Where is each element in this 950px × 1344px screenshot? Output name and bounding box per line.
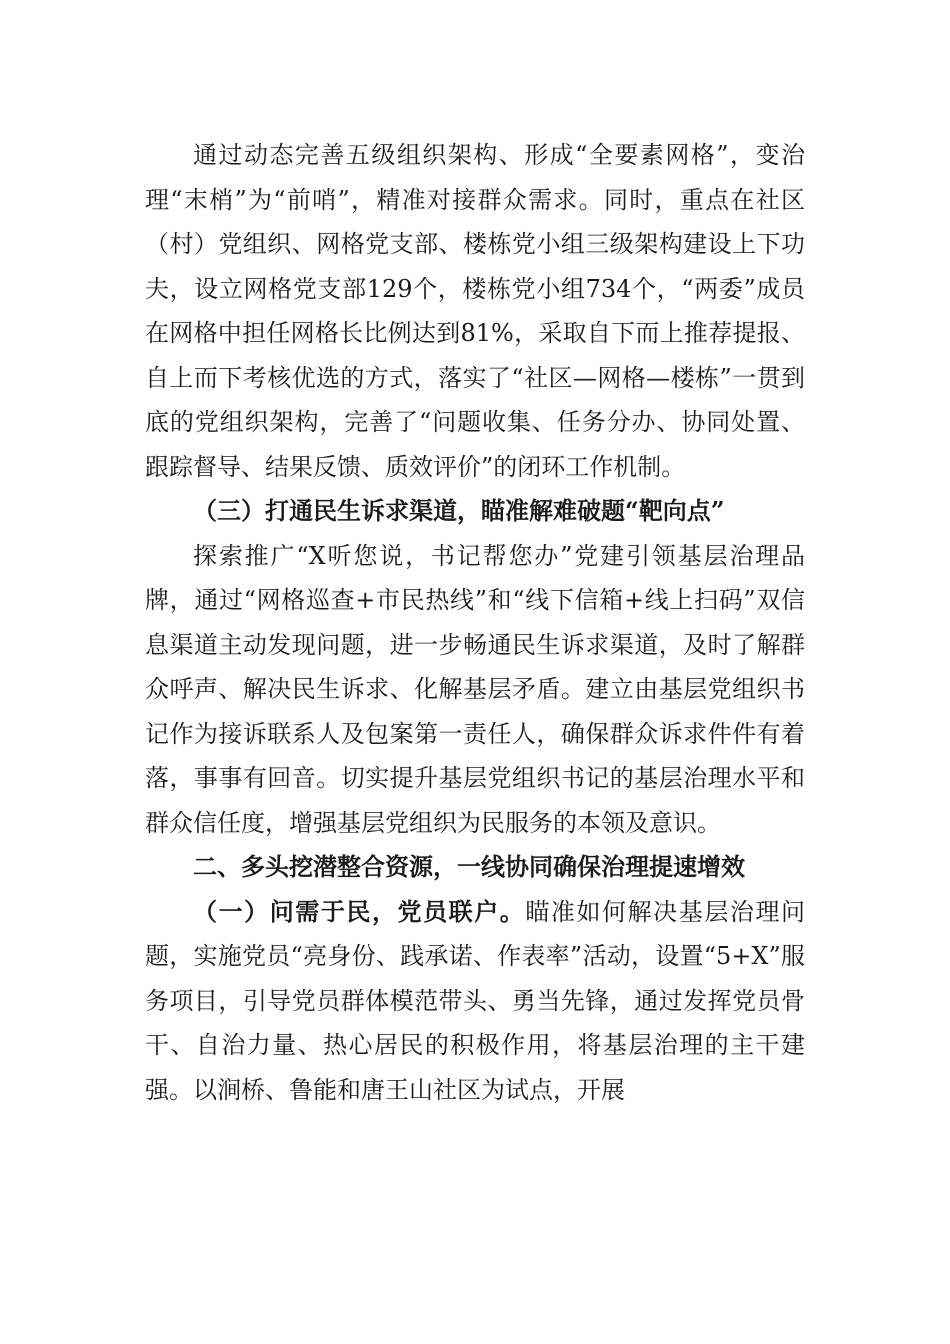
paragraph-lead-heading: （一）问需于民，党员联户。 bbox=[193, 896, 526, 926]
chapter-heading-2: 二、多头挖潜整合资源，一线协同确保治理提速增效 bbox=[193, 853, 745, 881]
paragraph-party-members bbox=[145, 890, 805, 1113]
document-body bbox=[145, 133, 805, 1112]
paragraph-lead-body: 瞄准如何解决基层治理问题，实施党员“亮身份、践承诺、作表率”活动，设置“5+X”服务项目，引导党员群体模范带头、勇当先锋，通过发挥党员骨干、自治力量、热心居民的积极作用，将基层治理的主干建强。以涧桥、鲁能和唐王山社区为试点，开展 bbox=[145, 897, 806, 1104]
section-heading-3: （三）打通民生诉求渠道，瞄准解难破题“靶向点” bbox=[193, 496, 725, 525]
paragraph-grid-organization: 通过动态完善五级组织架构、形成“全要素网格”，变治理“末梢”为“前哨”，精准对接群众需求。同时，重点在社区（村）党组织、网格党支部、楼栋党小组三级架构建设上下功夫，设立网格党支部129个，楼栋党小组734个，“两委”成员在网格中担任网格长比例达到81%，采取自下而上推荐提报、自上而下考核优选的方式，落实了“社区—网格—楼栋”一贯到底的党组织架构，完善了“问题收集、任务分办、协同处置、跟踪督导、结果反馈、质效评价”的闭环工作机制。 bbox=[145, 141, 805, 481]
paragraph-livelihood-channels: 探索推广“X听您说，书记帮您办”党建引领基层治理品牌，通过“网格巡查+市民热线”和“线下信箱+线上扫码”双信息渠道主动发现问题，进一步畅通民生诉求渠道，及时了解群众呼声、解决民生诉求、化解基层矛盾。建立由基层党组织书记作为接诉联系人及包案第一责任人，确保群众诉求件件有着落，事事有回音。切实提升基层党组织书记的基层治理水平和群众信任度，增强基层党组织为民服务的本领及意识。 bbox=[145, 541, 805, 837]
